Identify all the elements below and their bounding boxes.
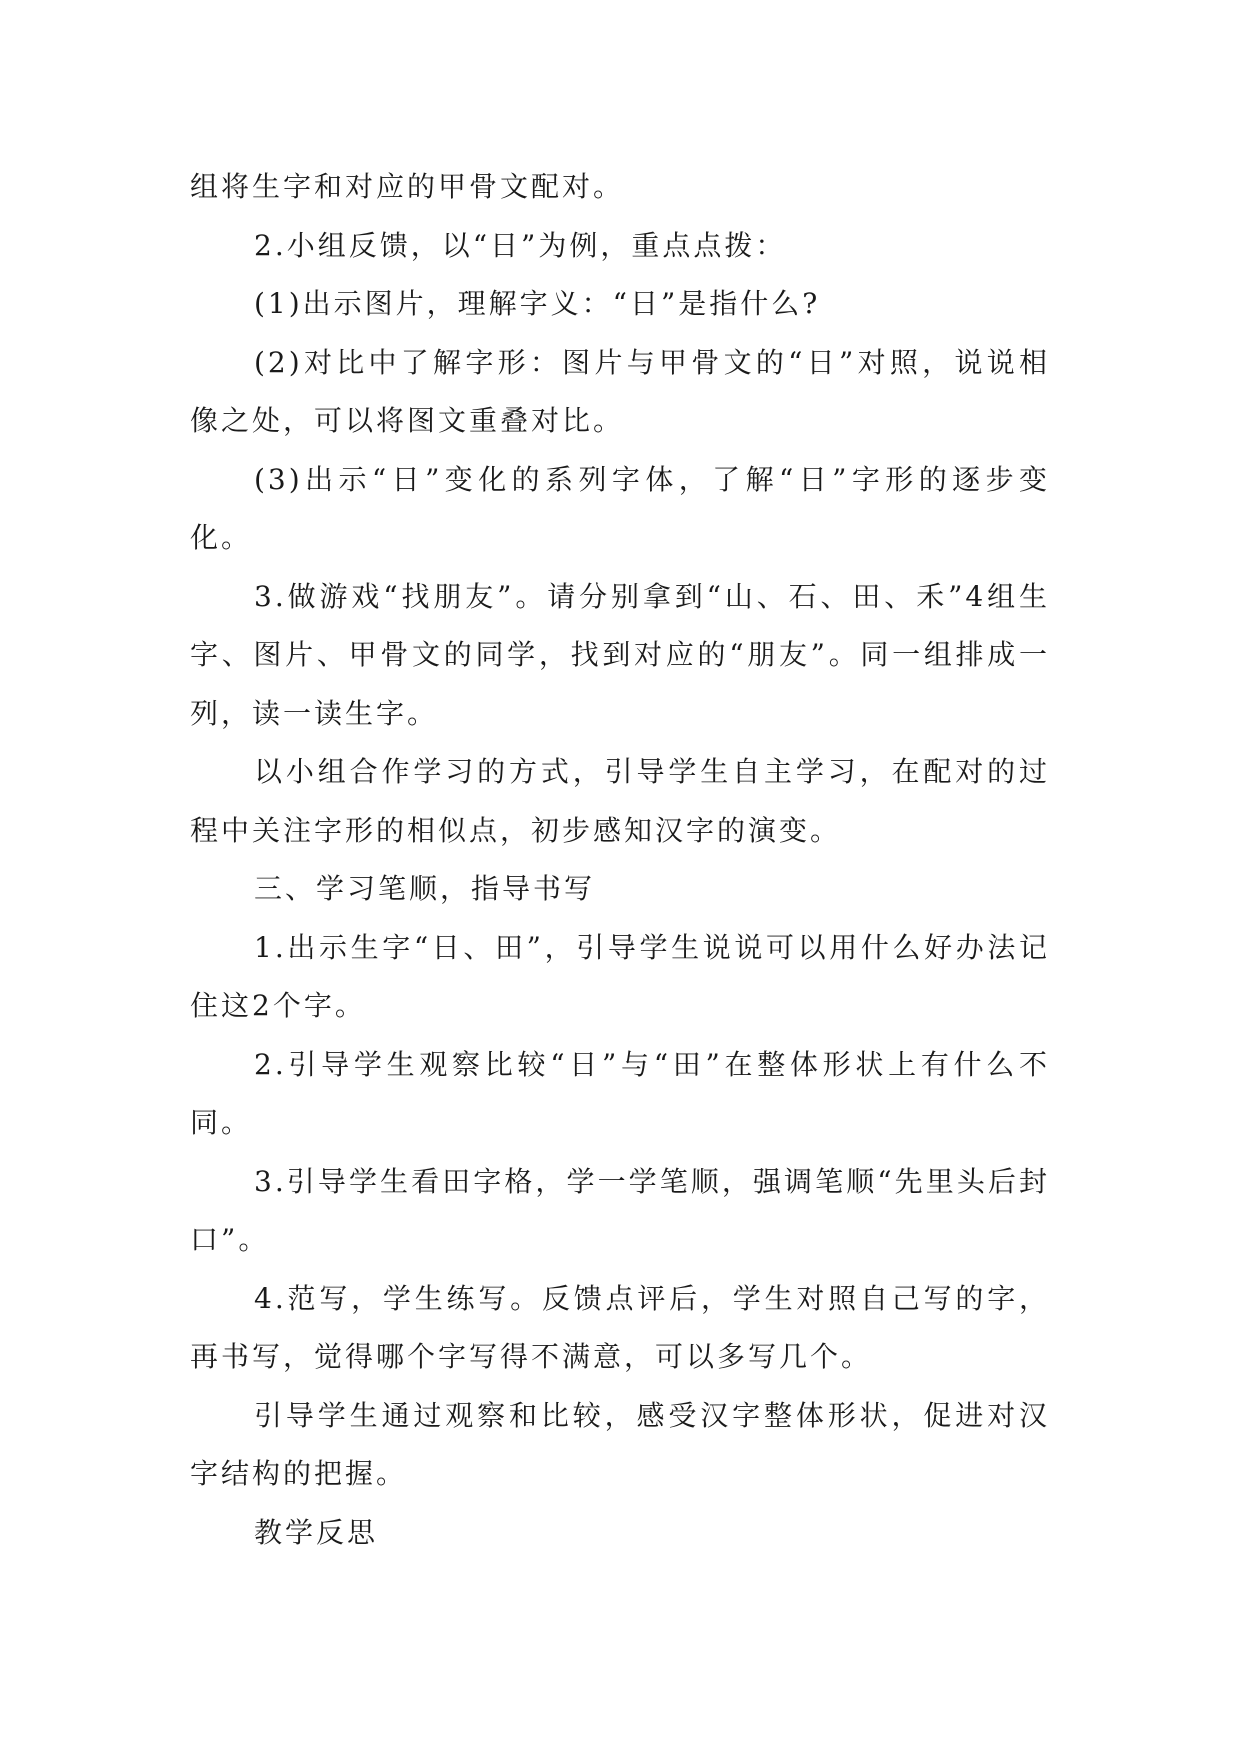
paragraph: 2.引导学生观察比较“日”与“田”在整体形状上有什么不同。 (190, 1047, 1050, 1139)
paragraph: 2.小组反馈，以“日”为例，重点点拨： (254, 228, 787, 262)
paragraph: (3)出示“日”变化的系列字体，了解“日”字形的逐步变化。 (190, 462, 1050, 554)
paragraph: 引导学生通过观察和比较，感受汉字整体形状，促进对汉字结构的把握。 (190, 1398, 1050, 1490)
document-body (190, 158, 1050, 1562)
paragraph: 3.引导学生看田字格，学一学笔顺，强调笔顺“先里头后封口”。 (190, 1164, 1050, 1256)
paragraph: (2)对比中了解字形：图片与甲骨文的“日”对照，说说相像之处，可以将图文重叠对比。 (190, 345, 1050, 437)
paragraph: (1)出示图片，理解字义：“日”是指什么? (254, 287, 821, 320)
paragraph: 4.范写，学生练写。反馈点评后，学生对照自己写的字，再书写，觉得哪个字写得不满意，可以多写几个。 (190, 1281, 1050, 1373)
paragraph: 3.做游戏“找朋友”。请分别拿到“山、石、田、禾”4组生字、图片、甲骨文的同学，找到对应的“朋友”。同一组排成一列，读一读生字。 (190, 579, 1050, 730)
paragraph: 组将生字和对应的甲骨文配对。 (190, 170, 625, 203)
section-heading: 三、学习笔顺，指导书写 (254, 872, 596, 905)
paragraph: 1.出示生字“日、田”，引导学生说说可以用什么好办法记住这2个字。 (190, 930, 1050, 1022)
paragraph: 以小组合作学习的方式，引导学生自主学习，在配对的过程中关注字形的相似点，初步感知汉字的演变。 (190, 755, 1050, 847)
section-heading: 教学反思 (254, 1515, 379, 1549)
